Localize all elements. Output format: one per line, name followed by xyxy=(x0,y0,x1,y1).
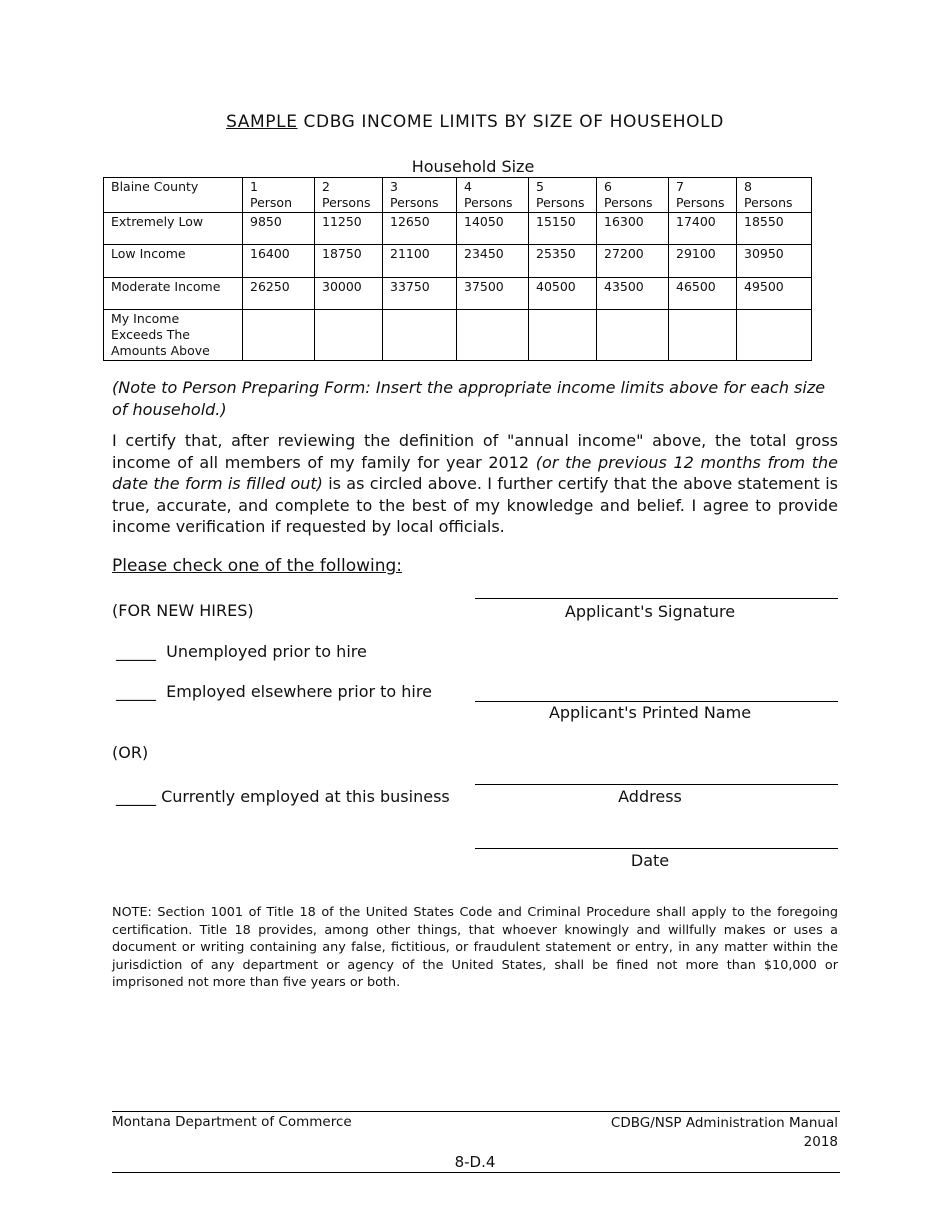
printed-name-label: Applicant's Printed Name xyxy=(548,703,752,722)
row-label: Moderate Income xyxy=(104,278,243,310)
table-cell: 16300 xyxy=(597,213,669,245)
address-line[interactable] xyxy=(475,784,838,785)
or-label: (OR) xyxy=(112,743,149,762)
check-blank[interactable]: _____ xyxy=(116,787,156,806)
household-size-heading: Household Size xyxy=(411,157,535,176)
column-header: 6 Persons xyxy=(597,178,669,213)
table-cell: 33750 xyxy=(383,278,457,310)
table-cell: 40500 xyxy=(529,278,597,310)
table-cell-checkbox[interactable] xyxy=(315,310,383,361)
table-cell: 23450 xyxy=(457,245,529,278)
certification-paragraph: I certify that, after reviewing the definition of "annual income" above, the total gross income of all members of my family for year 2012 (or the previous 12 months from the date the form is filled out) is as circled above. I further certify that the above statement is true, accurate, and complete to the best of my knowledge and belief. I agree to provide income verification if requested by local officials. xyxy=(112,431,839,536)
column-header: 5 Persons xyxy=(529,178,597,213)
table-cell: 21100 xyxy=(383,245,457,278)
column-header: 7 Persons xyxy=(669,178,737,213)
table-cell: 18750 xyxy=(315,245,383,278)
table-cell-checkbox[interactable] xyxy=(597,310,669,361)
table-cell-checkbox[interactable] xyxy=(529,310,597,361)
for-new-hires-label: (FOR NEW HIRES) xyxy=(112,601,254,620)
table-cell: 29100 xyxy=(669,245,737,278)
table-cell-checkbox[interactable] xyxy=(243,310,315,361)
table-row xyxy=(104,245,812,278)
signature-line[interactable] xyxy=(475,598,838,599)
column-header: 8 Persons xyxy=(737,178,812,213)
row-label: Extremely Low xyxy=(104,213,243,245)
table-cell: 11250 xyxy=(315,213,383,245)
printed-name-line[interactable] xyxy=(475,701,838,702)
page-number: 8-D.4 xyxy=(454,1153,496,1171)
page-title xyxy=(0,112,950,132)
column-header: 1 Person xyxy=(243,178,315,213)
table-corner: Blaine County xyxy=(104,178,243,213)
option-currently-employed[interactable] xyxy=(116,787,450,806)
table-cell: 9850 xyxy=(243,213,315,245)
column-header: 2 Persons xyxy=(315,178,383,213)
title-rest: CDBG INCOME LIMITS BY SIZE OF HOUSEHOLD xyxy=(297,112,724,132)
table-cell: 14050 xyxy=(457,213,529,245)
signature-label: Applicant's Signature xyxy=(564,602,736,621)
preparer-note: (Note to Person Preparing Form: Insert the appropriate income limits above for each size of household.) xyxy=(112,378,826,419)
option-employed-elsewhere[interactable] xyxy=(116,682,432,701)
table-cell-checkbox[interactable] xyxy=(457,310,529,361)
table-cell: 17400 xyxy=(669,213,737,245)
table-cell: 49500 xyxy=(737,278,812,310)
option-label: Employed elsewhere prior to hire xyxy=(166,682,432,701)
table-cell: 16400 xyxy=(243,245,315,278)
footer-divider-bottom xyxy=(112,1172,840,1173)
legal-note: NOTE: Section 1001 of Title 18 of the United States Code and Criminal Procedure shall apply to the foregoing certification. Title 18 provides, among other things, that whoever knowingly and willfully makes or uses a document or writing containing any false, fictitious, or fraudulent statement or entry, in any matter within the jurisdiction of any department or agency of the United States, shall be fined not more than $10,000 or imprisoned not more than five years or both. xyxy=(112,905,838,990)
title-sample: SAMPLE xyxy=(226,112,298,132)
table-cell: 43500 xyxy=(597,278,669,310)
date-line[interactable] xyxy=(475,848,838,849)
option-label: Currently employed at this business xyxy=(161,787,450,806)
income-limits-table xyxy=(103,177,812,361)
table-cell: 37500 xyxy=(457,278,529,310)
table-cell-checkbox[interactable] xyxy=(737,310,812,361)
table-cell: 12650 xyxy=(383,213,457,245)
table-cell-checkbox[interactable] xyxy=(383,310,457,361)
table-cell: 25350 xyxy=(529,245,597,278)
table-cell: 26250 xyxy=(243,278,315,310)
footer-left: Montana Department of Commerce xyxy=(112,1114,352,1130)
table-cell: 30000 xyxy=(315,278,383,310)
check-blank[interactable]: _____ xyxy=(116,682,156,701)
date-label: Date xyxy=(630,851,670,870)
option-label: Unemployed prior to hire xyxy=(166,642,367,661)
table-cell: 18550 xyxy=(737,213,812,245)
table-row xyxy=(104,278,812,310)
row-label: Low Income xyxy=(104,245,243,278)
footer-right: CDBG/NSP Administration Manual 2018 xyxy=(610,1115,838,1150)
option-unemployed[interactable] xyxy=(116,642,367,661)
row-label: My Income Exceeds The Amounts Above xyxy=(104,310,243,361)
check-instruction: Please check one of the following: xyxy=(112,556,403,576)
table-cell: 46500 xyxy=(669,278,737,310)
address-label: Address xyxy=(618,787,682,806)
column-header: 3 Persons xyxy=(383,178,457,213)
table-cell: 15150 xyxy=(529,213,597,245)
table-cell: 30950 xyxy=(737,245,812,278)
table-header-row xyxy=(104,178,812,213)
table-row xyxy=(104,213,812,245)
footer-divider-top xyxy=(112,1111,840,1112)
table-row xyxy=(104,310,812,361)
table-cell: 27200 xyxy=(597,245,669,278)
check-blank[interactable]: _____ xyxy=(116,642,156,661)
column-header: 4 Persons xyxy=(457,178,529,213)
table-cell-checkbox[interactable] xyxy=(669,310,737,361)
